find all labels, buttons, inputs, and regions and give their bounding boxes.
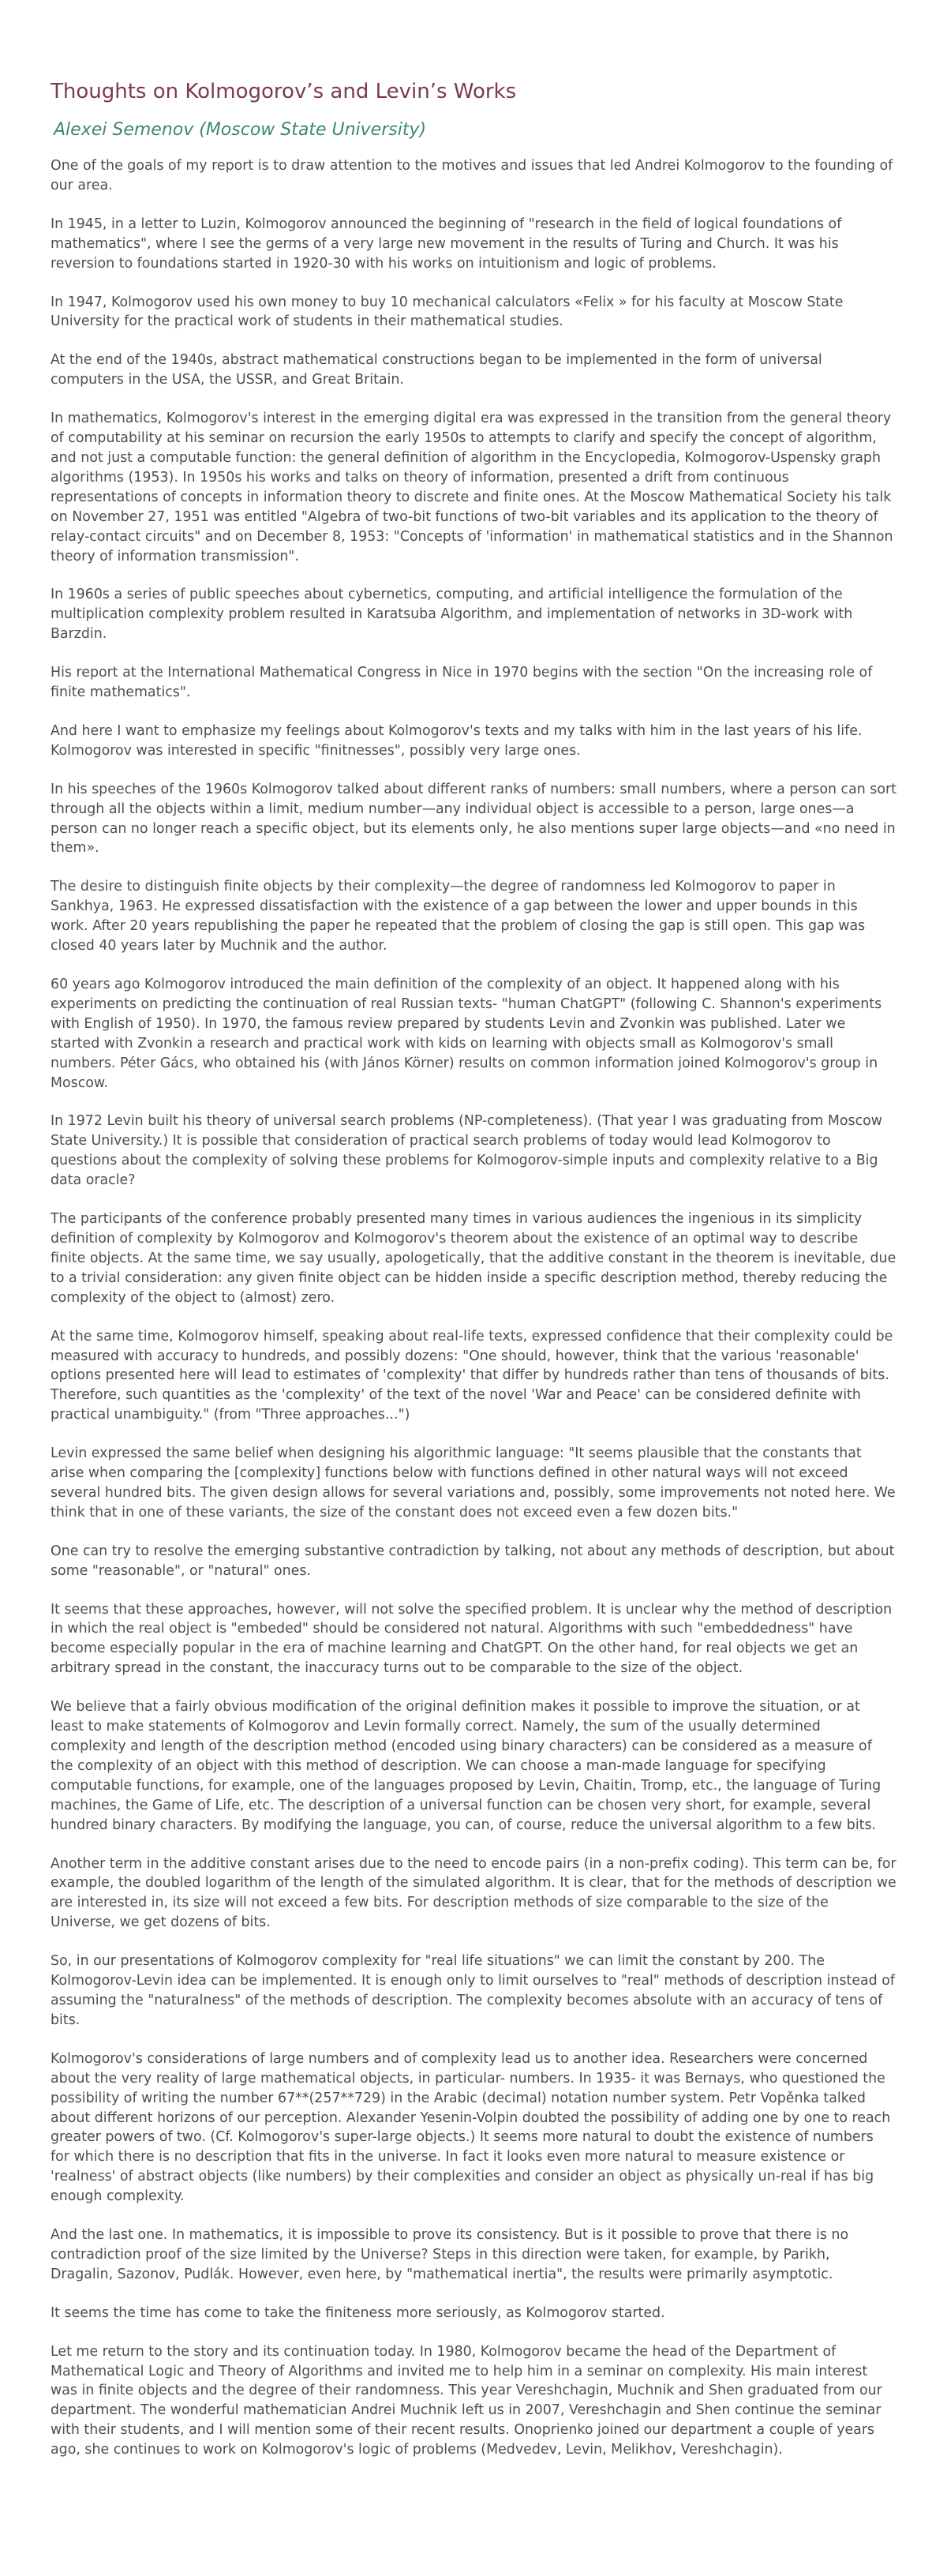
paragraph: At the same time, Kolmogorov himself, speaking about real-life texts, expressed confidence that their complexity could be measured with accuracy to hundreds, and possibly dozens: "One should, however, think that the various 'reasonable' options presented here will lead to estimates of 'complexity' that differ by hundreds rather than tens of thousands of bits. Therefore, such quantities as the 'complexity' of the text of the novel 'War and Peace' can be considered definite with practical unambiguity." (from "Three approaches...") [51, 1328, 893, 1423]
paragraph: So, in our presentations of Kolmogorov complexity for "real life situations" we can limit the constant by 200. The Kolmogorov-Levin idea can be implemented. It is enough only to limit ourselves to "real" methods of description instead of assuming the "naturalness" of the methods of description. The complexity becomes absolute with an accuracy of tens of bits. [51, 1953, 896, 2028]
paragraph: In mathematics, Kolmogorov's interest in the emerging digital era was expressed in the transition from the general theory of computability at his seminar on recursion the early 1950s to attempts to clarify and specify the concept of algorithm, and not just a computable function: the general definition of algorithm in the Encyclopedia, Kolmogorov-Uspensky graph algorithms (1953). In 1950s his works and talks on theory of information, presented a drift from continuous representations of concepts in information theory to discrete and finite ones. At the Moscow Mathematical Society his talk on November 27, 1951 was entitled "Algebra of two-bit functions of two-bit variables and its application to the theory of relay-contact circuits" and on December 8, 1953: "Concepts of 'information' in mathematical statistics and in the Shannon theory of information transmission". [51, 411, 893, 564]
paragraph: We believe that a fairly obvious modification of the original definition makes it possible to improve the situation, or at least to make statements of Kolmogorov and Levin formally correct. Namely, the sum of the usually determined complexity and length of the description method (encoded using binary characters) can be considered as a measure of the complexity of an object with this method of description. We can choose a man-made language for specifying computable functions, for example, one of the languages proposed by Levin, Chaitin, Tromp, etc., the language of Turing machines, the Game of Life, etc. The description of a universal function can be chosen very short, for example, several hundred binary characters. By modifying the language, you can, of course, reduce the universal algorithm to a few bits. [51, 1699, 881, 1833]
paragraph: And the last one. In mathematics, it is impossible to prove its consistency. But is it possible to prove that there is no contradiction proof of the size limited by the Universe? Steps in this direction were taken, for example, by Parikh, Dragalin, Sazonov, Pudlák. However, even here, by "mathematical inertia", the results were primarily asymptotic. [51, 2227, 849, 2282]
paragraph: Let me return to the story and its continuation today. In 1980, Kolmogorov became the head of the Department of Mathematical Logic and Theory of Algorithms and invited me to help him in a seminar on complexity. His main interest was in finite objects and the degree of their randomness. This year Vereshchagin, Muchnik and Shen graduated from our department. The wonderful mathematician Andrei Muchnik left us in 2007, Vereshchagin and Shen continue the seminar with their students, and I will mention some of their recent results. Onoprienko joined our department a couple of years ago, she continues to work on Kolmogorov's logic of problems (Medvedev, Levin, Melikhov, Vereshchagin). [51, 2343, 882, 2458]
paragraph: Another term in the additive constant arises due to the need to encode pairs (in a non-prefix coding). This term can be, for example, the doubled logarithm of the length of the simulated algorithm. It is clear, that for the methods of description we are interested in, its size will not exceed a few bits. For description methods of size comparable to the size of the Universe, we get dozens of bits. [51, 1855, 896, 1931]
paragraph: In 1960s a series of public speeches about cybernetics, computing, and artificial intelligence the formulation of the multiplication complexity problem resulted in Karatsuba Algorithm, and implementation of networks in 3D-work with Barzdin. [51, 587, 853, 643]
paragraph: It seems that these approaches, however, will not solve the specified problem. It is unclear why the method of description in which the real object is "embeded" should be considered not natural. Algorithms with such "embeddedness" have become especially popular in the era of machine learning and ChatGPT. On the other hand, for real objects we get an arbitrary spread in the constant, the inaccuracy turns out to be comparable to the size of the object. [51, 1601, 893, 1677]
paragraph: 60 years ago Kolmogorov introduced the main definition of the complexity of an object. It happened along with his experiments on predicting the continuation of real Russian texts- "human ChatGPT" (following C. Shannon's experiments with English of 1950). In 1970, the famous review prepared by students Levin and Zvonkin was published. Later we started with Zvonkin a research and practical work with kids on learning with objects small as Kolmogorov's small numbers. Péter Gács, who obtained his (with János Körner) results on common information joined Kolmogorov's group in Moscow. [51, 977, 882, 1091]
paragraph: The desire to distinguish finite objects by their complexity—the degree of randomness led Kolmogorov to paper in Sankhya, 1963. He expressed dissatisfaction with the existence of a gap between the lower and upper bounds in this work. After 20 years republishing the paper he repeated that the problem of closing the gap is still open. This gap was closed 40 years later by Muchnik and the author. [51, 879, 866, 954]
paragraph: Levin expressed the same belief when designing his algorithmic language: "It seems plausible that the constants that arise when comparing the [complexity] functions below with functions defined in other natural ways will not exceed several hundred bits. The given design allows for several variations and, possibly, some improvements not noted here. We think that in one of these variants, the size of the constant does not exceed even a few dozen bits." [51, 1445, 896, 1520]
paragraph: It seems the time has come to take the finiteness more seriously, as Kolmogorov started. [51, 2304, 665, 2321]
paragraph: In 1947, Kolmogorov used his own money to buy 10 mechanical calculators «Felix » for his faculty at Moscow State University for the practical work of students in their mathematical studies. [51, 294, 844, 330]
abstract-content [51, 76, 896, 2479]
author-affiliation: Alexei Semenov (Moscow State University) [54, 120, 427, 140]
document-title: Thoughts on Kolmogorov’s and Levin’s Works [51, 80, 517, 103]
paragraph: In 1945, in a letter to Luzin, Kolmogorov announced the beginning of "research in the field of logical foundations of mathematics", where I see the germs of a very large new movement in the results of Turing and Church. It was his reversion to foundations started in 1920-30 with his works on intuitionism and logic of problems. [51, 216, 842, 272]
paragraph: The participants of the conference probably presented many times in various audiences the ingenious in its simplicity definition of complexity by Kolmogorov and Kolmogorov's theorem about the existence of an optimal way to describe finite objects. At the same time, we say usually, apologetically, that the additive constant in the theorem is inevitable, due to a trivial consideration: any given finite object can be hidden inside a specific description method, thereby reducing the complexity of the object to (almost) zero. [51, 1211, 896, 1306]
paragraph: At the end of the 1940s, abstract mathematical constructions began to be implemented in the form of universal computers in the USA, the USSR, and Great Britain. [51, 352, 822, 388]
paragraph: One of the goals of my report is to draw attention to the motives and issues that led Andrei Kolmogorov to the founding of our area. [51, 158, 893, 193]
paragraph: And here I want to emphasize my feelings about Kolmogorov's texts and my talks with him in the last years of his life. Kolmogorov was interested in specific "finitnesses", possibly very large ones. [51, 722, 863, 759]
paragraph: Kolmogorov's considerations of large numbers and of complexity lead us to another idea. Researchers were concerned about the very reality of large mathematical objects, in particular- numbers. In 1935- it was Bernays, who questioned the possibility of writing the number 67**(257**729) in the Arabic (decimal) notation number system. Petr Vopěnka talked about different horizons of our perception. Alexander Yesenin-Volpin doubted the possibility of adding one by one to reach greater powers of two. (Cf. Kolmogorov's super-large objects.) It seems more natural to doubt the existence of numbers for which there is no description that fits in the universe. In fact it looks even more natural to measure existence or 'realness' of abstract objects (like numbers) by their complexities and consider an object as physically un-real if has big enough complexity. [51, 2050, 891, 2205]
paragraph: In 1972 Levin built his theory of universal search problems (NP-completeness). (That year I was graduating from Moscow State University.) It is possible that consideration of practical search problems of today would lead Kolmogorov to questions about the complexity of solving these problems for Kolmogorov-simple inputs and complexity relative to a Big data oracle? [51, 1113, 883, 1189]
paragraph: One can try to resolve the emerging substantive contradiction by talking, not about any methods of description, but about some "reasonable", or "natural" ones. [51, 1543, 895, 1579]
paragraph: His report at the International Mathematical Congress in Nice in 1970 begins with the section "On the increasing role of finite mathematics". [51, 665, 873, 701]
paragraph: In his speeches of the 1960s Kolmogorov talked about different ranks of numbers: small numbers, where a person can sort through all the objects within a limit, medium number—any individual object is accessible to a person, large ones—a person can no longer reach a specific object, but its elements only, he also mentions super large objects—and «no need in them». [51, 781, 896, 857]
